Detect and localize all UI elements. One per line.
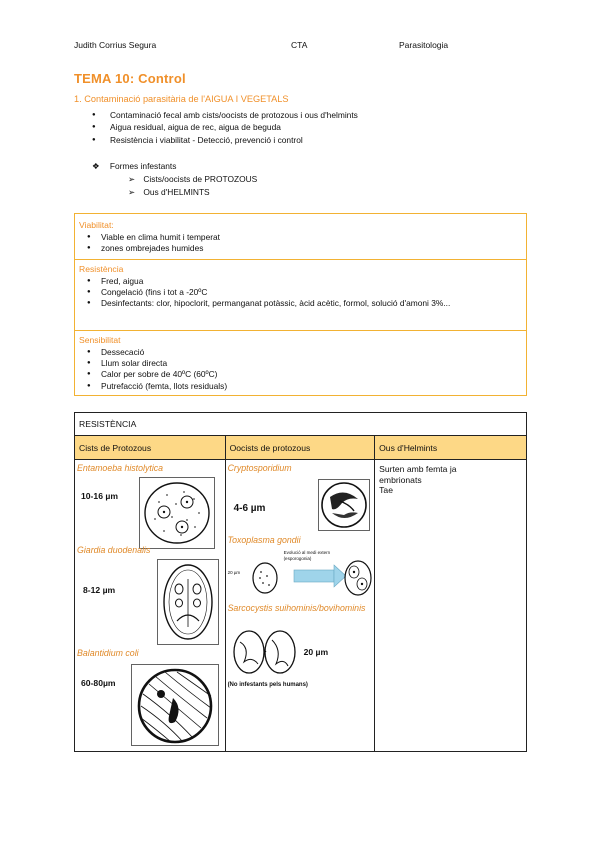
arrow-bullet-icon: ➢ [128, 187, 136, 197]
arrow-bullet-icon: ➢ [128, 174, 136, 184]
column-header: Oocists de protozous [225, 436, 375, 460]
forms-label: Formes infestants [109, 161, 177, 171]
forms-subitem [128, 174, 257, 184]
organism-size: 8-12 µm [83, 585, 116, 595]
giardia-illustration [157, 559, 219, 645]
evolution-note: (esporogonia) [283, 556, 312, 561]
column-header: Cists de Protozous [75, 436, 226, 460]
diamond-bullet-icon: ❖ [92, 161, 100, 171]
organism-name: Balantidium coli [77, 648, 139, 658]
organism-size: 4-6 µm [233, 503, 266, 514]
list-item: ● Resistència i viabilitat - Detecció, prevenció i control [90, 134, 510, 146]
intro-list [90, 109, 510, 146]
organism-name: Giardia duodenalis [77, 545, 151, 555]
resistance-box [74, 259, 527, 331]
oocysts-cell [225, 460, 375, 752]
page-title: TEMA 10: Control [74, 71, 186, 86]
organism-size: 20 µm [227, 570, 241, 575]
list-item: ● Desinfectants: clor, hipoclorit, permanganat potàssic, àcid acètic, formol, solució d'amoni 3%... [79, 298, 514, 309]
list-item: ● Viable en clima humit i temperat [79, 232, 519, 243]
forms-subitem [128, 187, 210, 197]
organism-name: Toxoplasma gondii [227, 535, 301, 545]
organism-name: Cryptosporidium [227, 463, 292, 473]
balantidium-illustration [131, 664, 219, 746]
viability-box [74, 213, 527, 260]
list-item: ● Llum solar directa [79, 358, 519, 369]
organism-size: 20 µm [303, 647, 329, 657]
organism-size: 10-16 µm [81, 491, 118, 501]
forms-item [92, 161, 176, 171]
helminths-cell [375, 460, 527, 752]
organism-name: Entamoeba histolytica [77, 463, 164, 473]
list-item: ● zones ombrejades humides [79, 243, 519, 254]
cryptosporidium-illustration [318, 479, 370, 531]
list-item: ● Fred, aigua [79, 276, 514, 287]
header-subject: Parasitologia [399, 40, 449, 50]
resistance-table [74, 412, 527, 752]
evolution-note: Evolució al medi extern [283, 550, 331, 555]
toxoplasma-illustration [250, 556, 374, 602]
entamoeba-illustration [139, 477, 215, 549]
table-title: RESISTÈNCIA [75, 413, 527, 436]
sarcocystis-illustration [230, 628, 302, 678]
header-course: CTA [291, 40, 308, 50]
sensitivity-heading: Sensibilitat [79, 335, 121, 345]
helminth-note: Surten amb femta ja embrionats [379, 464, 457, 485]
cysts-cell [75, 460, 226, 752]
helminth-note: Tae [379, 485, 393, 495]
forms-subitem-label: Ous d'HELMINTS [143, 187, 210, 197]
list-item: ● Aigua residual, aigua de rec, aigua de beguda [90, 121, 510, 133]
forms-subitem-label: Cists/oocists de PROTOZOUS [143, 174, 258, 184]
list-item: ● Congelació (fins i tot a -20ºC [79, 287, 514, 298]
resistance-heading: Resistència [79, 264, 124, 274]
non-infective-note: (No infestants pels humans) [227, 682, 308, 688]
header-author: Judith Corrius Segura [74, 40, 157, 50]
organism-name: Sarcocystis suihominis/bovihominis [227, 603, 366, 613]
list-item: ● Calor per sobre de 40ºC (60ºC) [79, 369, 519, 380]
list-item: ● Dessecació [79, 347, 519, 358]
list-item: ● Putrefacció (femta, llots residuals) [79, 381, 519, 392]
sensitivity-box [74, 330, 527, 396]
list-item: ● Contaminació fecal amb cists/oocists de protozous i ous d'helmints [90, 109, 510, 121]
section-title: 1. Contaminació parasitària de l'AIGUA I VEGETALS [74, 94, 289, 104]
viability-heading: Viabilitat: [79, 220, 114, 230]
organism-size: 60-80µm [81, 678, 116, 688]
column-header: Ous d'Helmints [375, 436, 527, 460]
